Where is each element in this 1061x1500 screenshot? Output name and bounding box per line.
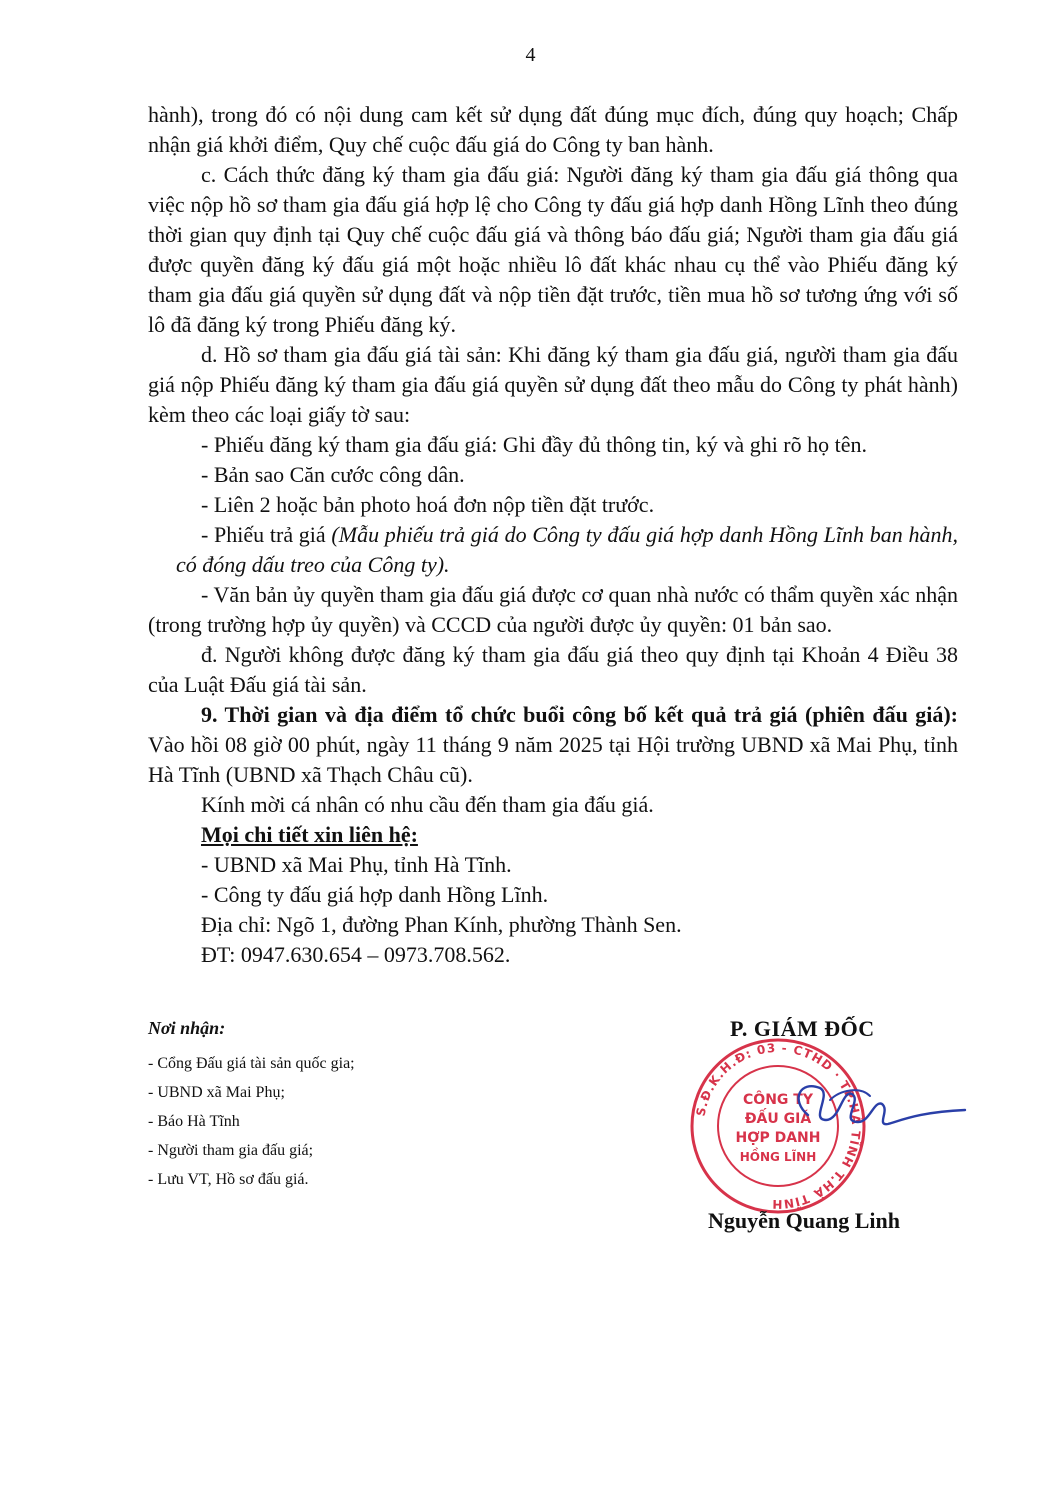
paragraph-9-time-place <box>148 700 958 790</box>
document-item-id-copy: - Bản sao Căn cước công dân. <box>201 462 465 487</box>
contact-ubnd: - UBND xã Mai Phụ, tỉnh Hà Tĩnh. <box>201 852 512 877</box>
bid-form-label: - Phiếu trả giá <box>201 522 332 547</box>
stamp-ring-text: S.Đ.K.H.Đ: 03 - CTHD · TP.HÀ TĨNH T.HÀ TĨNH <box>693 1040 864 1212</box>
signer-name: Nguyễn Quang Linh <box>708 1208 900 1233</box>
recipient-item: - Báo Hà Tĩnh <box>148 1113 240 1130</box>
page-number: 4 <box>525 44 536 66</box>
paragraph-d-documents: d. Hồ sơ tham gia đấu giá tài sản: Khi đăng ký tham gia đấu giá, người tham gia đấu giá nộp Phiếu đăng ký tham gia đấu giá quyền sử dụng đất theo mẫu do Công ty phát hành) kèm theo các loại giấy tờ sau: <box>148 342 958 427</box>
recipients-title: Nơi nhận: <box>148 1018 226 1038</box>
stamp-line: CÔNG TY <box>743 1092 813 1108</box>
bid-form-note: (Mẫu phiếu trả giá do Công ty đấu giá hợp danh Hồng Lĩnh ban hành, có đóng dấu treo của Công ty). <box>176 522 958 577</box>
contact-heading: Mọi chi tiết xin liên hệ: <box>201 822 418 847</box>
stamp-line: HỒNG LĨNH <box>739 1150 817 1164</box>
document-item-deposit-invoice: - Liên 2 hoặc bản photo hoá đơn nộp tiền đặt trước. <box>201 492 655 517</box>
paragraph-dd-ineligible: đ. Người không được đăng ký tham gia đấu giá theo quy định tại Khoản 4 Điều 38 của Luật Đấu giá tài sản. <box>148 642 958 697</box>
signature-block <box>660 1010 980 1240</box>
document-item-registration-form: - Phiếu đăng ký tham gia đấu giá: Ghi đầy đủ thông tin, ký và ghi rõ họ tên. <box>201 432 868 457</box>
paragraph-continuation: hành), trong đó có nội dung cam kết sử dụng đất đúng mục đích, đúng quy hoạch; Chấp nhận giá khởi điểm, Quy chế cuộc đấu giá do Công ty ban hành. <box>148 102 958 157</box>
section-9-text: Vào hồi 08 giờ 00 phút, ngày 11 tháng 9 năm 2025 tại Hội trường UBND xã Mai Phụ, tỉnh Hà Tĩnh (UBND xã Thạch Châu cũ). <box>148 732 958 787</box>
stamp-line: HỢP DANH <box>735 1130 821 1146</box>
recipients-block <box>148 1018 568 1194</box>
contact-company: - Công ty đấu giá hợp danh Hồng Lĩnh. <box>201 882 549 907</box>
invitation: Kính mời cá nhân có nhu cầu đến tham gia đấu giá. <box>201 792 654 817</box>
document-item-bid-form <box>148 520 958 580</box>
contact-phone: ĐT: 0947.630.654 – 0973.708.562. <box>201 942 511 967</box>
recipient-item: - Người tham gia đấu giá; <box>148 1142 314 1159</box>
contact-heading-line <box>148 820 958 850</box>
recipient-item: - UBND xã Mai Phụ; <box>148 1084 285 1101</box>
contact-address: Địa chỉ: Ngõ 1, đường Phan Kính, phường Thành Sen. <box>201 912 682 937</box>
recipient-item: - Cổng Đấu giá tài sản quốc gia; <box>148 1055 355 1072</box>
section-9-heading: 9. Thời gian và địa điểm tổ chức buổi công bố kết quả trả giá (phiên đấu giá): <box>201 702 958 727</box>
body-text <box>148 100 958 970</box>
paragraph-c-registration-method: c. Cách thức đăng ký tham gia đấu giá: Người đăng ký tham gia đấu giá thông qua việc nộp hồ sơ tham gia đấu giá hợp lệ cho Công ty đấu giá hợp danh Hồng Lĩnh theo đúng thời gian quy định tại Quy chế cuộc đấu giá và thông báo đấu giá; Người tham gia đấu giá được quyền đăng ký đấu giá một hoặc nhiều lô đất khác nhau cụ thể vào Phiếu đăng ký tham gia đấu giá quyền sử dụng đất và nộp tiền đặt trước, tiền mua hồ sơ tương ứng với số lô đã đăng ký trong Phiếu đăng ký. <box>148 162 958 337</box>
recipient-item: - Lưu VT, Hồ sơ đấu giá. <box>148 1171 309 1188</box>
document-item-authorization: - Văn bản ủy quyền tham gia đấu giá được cơ quan nhà nước có thẩm quyền xác nhận (trong trường hợp ủy quyền) và CCCD của người được ủy quyền: 01 bản sao. <box>148 582 958 637</box>
handwritten-signature-icon <box>770 1060 970 1150</box>
recipients-list <box>148 1049 568 1194</box>
stamp-line: ĐẤU GIÁ <box>744 1111 812 1127</box>
signer-title: P. GIÁM ĐỐC <box>730 1016 875 1041</box>
